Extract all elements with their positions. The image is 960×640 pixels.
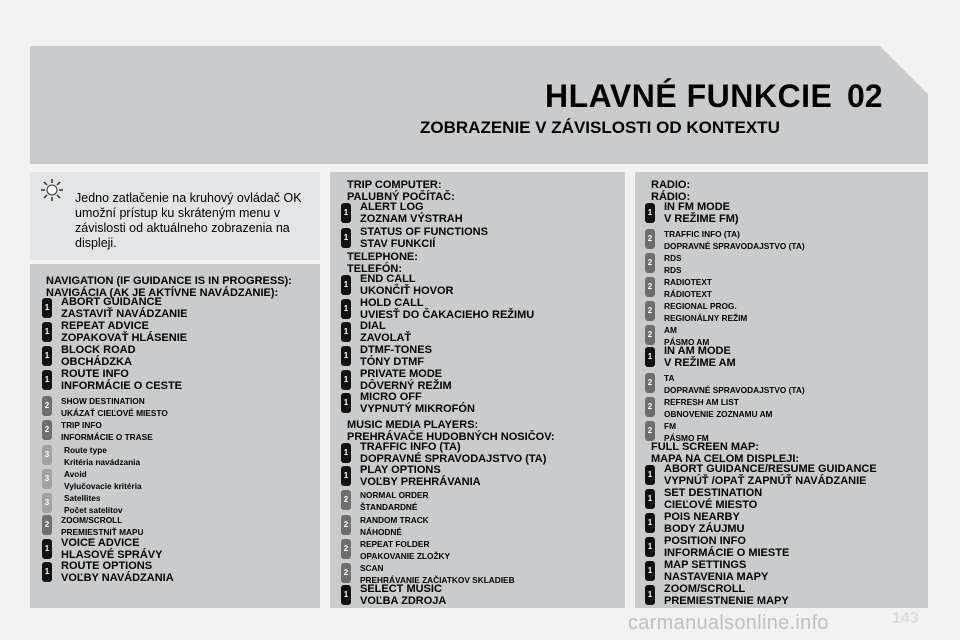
level-badge: 2 (645, 277, 655, 297)
menu-item (360, 489, 429, 513)
menu-item (64, 492, 123, 516)
menu-item-sk: VYPNÚŤ /OPAŤ ZAPNÚŤ NAVÁDZANIE (664, 474, 867, 487)
menu-item (360, 202, 463, 225)
menu-item-sk: OPAKOVANIE ZLOŽKY (360, 551, 451, 561)
menu-item-sk: PREMIESTNENIE MAPY (664, 594, 789, 607)
menu-item-sk: REGIONÁLNY REŽIM (664, 313, 748, 323)
menu-item (61, 395, 168, 419)
menu-item-sk: OBCHÁDZKA (61, 355, 132, 368)
menu-item (664, 300, 747, 324)
radio-title (651, 180, 690, 203)
menu-item-en: DTMF-TONES (360, 344, 432, 356)
level-badge: 3 (42, 493, 52, 513)
menu-item-sk: DOPRAVNÉ SPRAVODAJSTVO (TA) (664, 241, 805, 251)
level-badge: 2 (645, 325, 655, 345)
menu-item-en: END CALL (360, 273, 416, 285)
level-badge: 1 (341, 443, 351, 463)
menu-item (360, 274, 454, 297)
level-badge: 1 (42, 562, 52, 582)
level-badge: 1 (341, 370, 351, 390)
menu-item (360, 298, 534, 321)
menu-item-sk: PREMIESTNIŤ MAPU (61, 527, 144, 537)
menu-item-en: MAP SETTINGS (664, 559, 747, 571)
menu-item (64, 444, 140, 468)
menu-item (360, 227, 488, 250)
music-title (347, 420, 555, 443)
page-title: HLAVNÉ FUNKCIE (545, 78, 833, 114)
level-badge: 1 (341, 228, 351, 248)
menu-item (664, 396, 772, 420)
menu-item-en: ZOOM/SCROLL (664, 583, 746, 595)
menu-item (61, 419, 153, 443)
level-badge: 3 (42, 445, 52, 465)
level-badge: 1 (645, 203, 655, 223)
menu-item-en: PRIVATE MODE (360, 368, 443, 380)
menu-item-en: VOICE ADVICE (61, 537, 140, 549)
menu-item-en: NORMAL ORDER (360, 490, 429, 500)
menu-item-sk: CIEĽOVÉ MIESTO (664, 498, 758, 511)
menu-item-sk: PÁSMO FM (664, 433, 709, 443)
menu-item (61, 514, 144, 538)
menu-item-en: ABORT GUIDANCE/RESUME GUIDANCE (664, 463, 877, 475)
menu-item-sk: OBNOVENIE ZOZNAMU AM (664, 409, 773, 419)
level-badge: 3 (42, 469, 52, 489)
menu-item (664, 346, 736, 369)
menu-item (664, 276, 712, 300)
menu-item-en: TRAFFIC INFO (TA) (360, 441, 461, 453)
menu-item-sk: DOPRAVNÉ SPRAVODAJSTVO (TA) (360, 452, 547, 465)
menu-item-sk: Vylučovacie kritéria (64, 481, 142, 491)
menu-item (360, 538, 450, 562)
menu-item-en: DIAL (360, 320, 386, 332)
music-title-en: MUSIC MEDIA PLAYERS: (347, 419, 479, 431)
level-badge: 2 (645, 229, 655, 249)
menu-item (61, 561, 174, 584)
menu-item (360, 584, 446, 607)
menu-item-en: IN FM MODE (664, 201, 730, 213)
menu-item (360, 442, 546, 465)
menu-item-en: Avoid (64, 469, 87, 479)
menu-item (664, 252, 682, 276)
menu-item (360, 345, 432, 368)
menu-item-en: MICRO OFF (360, 391, 422, 403)
level-badge: 1 (341, 393, 351, 413)
level-badge: 1 (42, 346, 52, 366)
radio-title-sk: RÁDIO: (651, 190, 691, 203)
menu-item (360, 465, 481, 488)
music-title-sk: PREHRÁVAČE HUDOBNÝCH NOSIČOV: (347, 430, 555, 443)
menu-item (360, 514, 429, 538)
menu-item-en: RDS (664, 253, 682, 263)
menu-item-en: TA (664, 373, 675, 383)
fullmap-title (651, 442, 799, 465)
level-badge: 1 (42, 322, 52, 342)
menu-item-sk: RÁDIOTEXT (664, 289, 712, 299)
menu-item (61, 369, 182, 392)
telephone-title-sk: TELEFÓN: (347, 262, 402, 275)
menu-item-sk: DÔVERNÝ REŽIM (360, 379, 452, 392)
navigation-title-en: NAVIGATION (IF GUIDANCE IS IN PROGRESS): (46, 275, 292, 287)
telephone-title-en: TELEPHONE: (347, 251, 418, 263)
menu-item-en: REPEAT FOLDER (360, 539, 430, 549)
menu-item (664, 372, 805, 396)
level-badge: 1 (645, 465, 655, 485)
level-badge: 1 (645, 513, 655, 533)
menu-item-en: REGIONAL PROG. (664, 301, 737, 311)
menu-item-en: PLAY OPTIONS (360, 464, 441, 476)
menu-item-en: ROUTE INFO (61, 368, 129, 380)
menu-item (61, 345, 136, 368)
menu-item-en: REFRESH AM LIST (664, 397, 739, 407)
menu-item-en: SCAN (360, 563, 384, 573)
menu-item (664, 488, 762, 511)
trip-title (347, 180, 455, 203)
menu-item-en: IN AM MODE (664, 345, 731, 357)
menu-item-en: FM (664, 421, 676, 431)
menu-item-sk: INFORMÁCIE O TRASE (61, 432, 153, 442)
menu-item (360, 321, 411, 344)
navigation-title-sk: NAVIGÁCIA (AK JE AKTÍVNE NAVÁDZANIE): (46, 286, 279, 299)
menu-item-sk: INFORMÁCIE O CESTE (61, 379, 183, 392)
telephone-title (347, 252, 418, 275)
level-badge: 1 (645, 489, 655, 509)
menu-item-en: TRIP INFO (61, 420, 102, 430)
menu-item-en: Satellites (64, 493, 101, 503)
menu-item-sk: DOPRAVNÉ SPRAVODAJSTVO (TA) (664, 385, 805, 395)
level-badge: 2 (341, 490, 351, 510)
menu-item-sk: NASTAVENIA MAPY (664, 570, 769, 583)
level-badge: 1 (341, 275, 351, 295)
fullmap-title-en: FULL SCREEN MAP: (651, 441, 759, 453)
menu-item-en: SELECT MUSIC (360, 583, 442, 595)
menu-item-en: SET DESTINATION (664, 487, 763, 499)
menu-item-en: RANDOM TRACK (360, 515, 429, 525)
menu-item-sk: Počet satelitov (64, 505, 123, 515)
menu-item-sk: ZAVOLAŤ (360, 331, 412, 344)
menu-item-sk: ZASTAVIŤ NAVÁDZANIE (61, 307, 188, 320)
info-text: Jedno zatlačenie na kruhový ovládač OK umožní prístup ku skráteným menu v závislosti od aktuálneho zobrazenia na displeji. (75, 191, 302, 250)
menu-item (664, 202, 739, 225)
menu-item-sk: VOĽBY PREHRÁVANIA (360, 475, 481, 488)
menu-item-sk: UVIESŤ DO ČAKACIEHO REŽIMU (360, 308, 535, 321)
level-badge: 1 (341, 346, 351, 366)
menu-item-en: TRAFFIC INFO (TA) (664, 229, 740, 239)
level-badge: 2 (645, 397, 655, 417)
menu-item-en: POIS NEARBY (664, 511, 740, 523)
level-badge: 1 (645, 347, 655, 367)
menu-item-en: ROUTE OPTIONS (61, 560, 153, 572)
menu-item-en: STATUS OF FUNCTIONS (360, 226, 488, 238)
menu-item-sk: VYPNUTÝ MIKROFÓN (360, 402, 475, 415)
menu-item-sk: INFORMÁCIE O MIESTE (664, 546, 790, 559)
menu-item-sk: Kritéria navádzania (64, 457, 141, 467)
level-badge: 1 (42, 298, 52, 318)
menu-item-sk: TÓNY DTMF (360, 355, 424, 368)
menu-item-sk: ŠTANDARDNÉ (360, 502, 418, 512)
level-badge: 2 (42, 515, 52, 535)
menu-item-sk: V REŽIME AM (664, 356, 736, 369)
chapter-number: 02 (847, 78, 883, 114)
menu-item-sk: HLASOVÉ SPRÁVY (61, 548, 163, 561)
level-badge: 2 (645, 373, 655, 393)
menu-item-sk: UKÁZAŤ CIEĽOVÉ MIESTO (61, 408, 168, 418)
level-badge: 1 (341, 299, 351, 319)
menu-item-sk: NÁHODNÉ (360, 527, 402, 537)
menu-item-en: REPEAT ADVICE (61, 320, 150, 332)
fullmap-title-sk: MAPA NA CELOM DISPLEJI: (651, 452, 800, 465)
menu-item-sk: PÁSMO AM (664, 337, 710, 347)
level-badge: 2 (341, 539, 351, 559)
menu-item (664, 584, 789, 607)
sun-icon (40, 178, 64, 202)
menu-item (664, 464, 877, 487)
page-number: 143 (892, 610, 919, 627)
menu-item (64, 468, 142, 492)
level-badge: 1 (645, 585, 655, 605)
menu-item (664, 512, 744, 535)
menu-item (61, 321, 187, 344)
menu-item-sk: BODY ZÁUJMU (664, 522, 745, 535)
level-badge: 1 (645, 537, 655, 557)
level-badge: 1 (341, 203, 351, 223)
menu-item-sk: UKONČIŤ HOVOR (360, 284, 454, 297)
menu-item-en: Route type (64, 445, 107, 455)
menu-item-en: ZOOM/SCROLL (61, 515, 123, 525)
menu-item (664, 560, 768, 583)
level-badge: 2 (42, 396, 52, 416)
level-badge: 1 (645, 561, 655, 581)
level-badge: 2 (645, 253, 655, 273)
menu-item-en: AM (664, 325, 677, 335)
level-badge: 1 (42, 370, 52, 390)
menu-item (61, 297, 188, 320)
menu-item (61, 538, 162, 561)
menu-item (360, 392, 475, 415)
page-subtitle: ZOBRAZENIE V ZÁVISLOSTI OD KONTEXTU (420, 118, 780, 137)
level-badge: 2 (645, 301, 655, 321)
level-badge: 1 (341, 585, 351, 605)
menu-item-sk: ZOZNAM VÝSTRAH (360, 212, 463, 225)
level-badge: 1 (42, 539, 52, 559)
trip-title-en: TRIP COMPUTER: (347, 179, 442, 191)
watermark: carmanualsonline.info (628, 612, 829, 634)
menu-item-sk: ZOPAKOVAŤ HLÁSENIE (61, 331, 188, 344)
level-badge: 2 (42, 420, 52, 440)
menu-item-en: ALERT LOG (360, 201, 424, 213)
menu-item-en: HOLD CALL (360, 297, 424, 309)
menu-item-en: BLOCK ROAD (61, 344, 136, 356)
menu-item-sk: PREHRÁVANIE ZAČIATKOV SKLADIEB (360, 575, 515, 585)
level-badge: 1 (341, 466, 351, 486)
menu-item-sk: STAV FUNKCIÍ (360, 237, 436, 250)
trip-title-sk: PALUBNÝ POČÍTAČ: (347, 190, 455, 203)
level-badge: 2 (341, 515, 351, 535)
menu-item (664, 228, 805, 252)
level-badge: 2 (645, 421, 655, 441)
menu-item-en: SHOW DESTINATION (61, 396, 145, 406)
radio-title-en: RADIO: (651, 179, 691, 191)
menu-item-sk: VOĽBA ZDROJA (360, 594, 447, 607)
menu-item (664, 536, 789, 559)
menu-item-en: RADIOTEXT (664, 277, 712, 287)
menu-item-sk: V REŽIME FM) (664, 212, 739, 225)
menu-item-en: POSITION INFO (664, 535, 746, 547)
menu-item-sk: RDS (664, 265, 682, 275)
level-badge: 2 (341, 563, 351, 583)
menu-item-en: ABORT GUIDANCE (61, 296, 162, 308)
menu-item (360, 369, 452, 392)
menu-item-sk: VOĽBY NAVÁDZANIA (61, 571, 174, 584)
level-badge: 1 (341, 322, 351, 342)
